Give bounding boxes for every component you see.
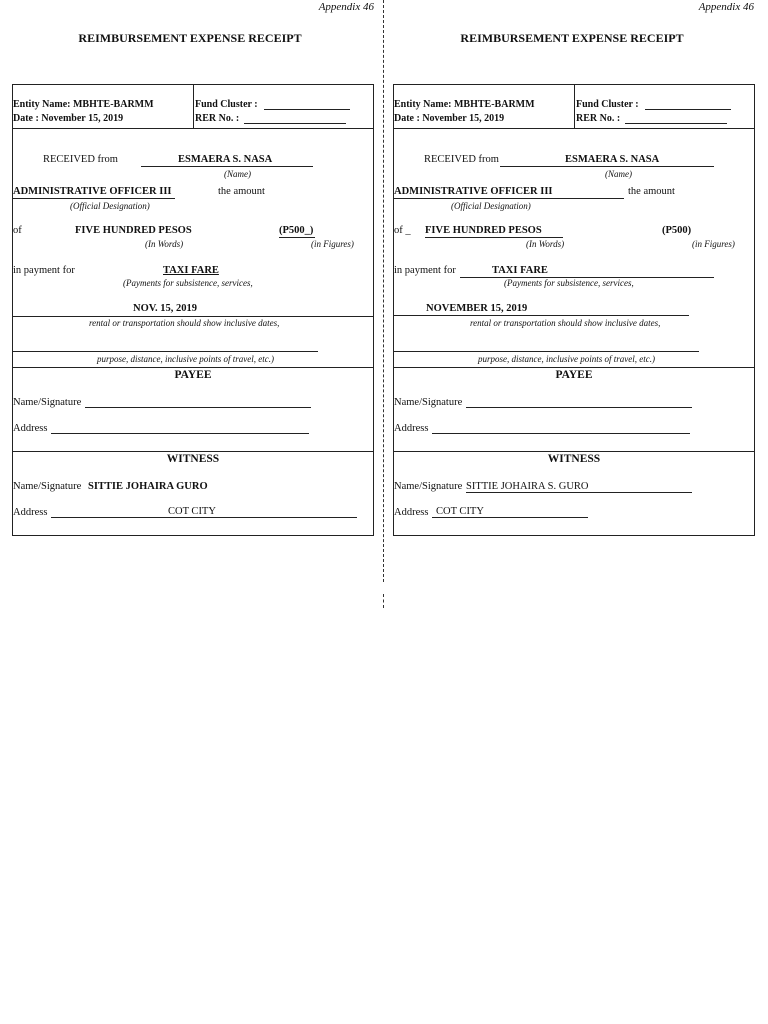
- the-amount-label: the amount: [628, 186, 675, 197]
- payee-section-title: PAYEE: [555, 369, 593, 381]
- in-payment-for-label: in payment for: [13, 265, 75, 276]
- rer-no-label: RER No. :: [195, 113, 240, 124]
- rer-no-label: RER No. :: [576, 113, 621, 124]
- amount-in-figures: (P500_): [279, 225, 314, 236]
- purpose-caption: purpose, distance, inclusive points of travel, etc.): [97, 354, 274, 364]
- header-row: [394, 85, 754, 129]
- witness-address-label: Address: [394, 507, 429, 518]
- appendix-label: Appendix 46: [318, 1, 374, 13]
- payee-signature-field[interactable]: [466, 407, 692, 408]
- designation-line: [394, 198, 624, 199]
- in-words-caption: (In Words): [145, 239, 184, 249]
- receipt-form: [393, 84, 755, 536]
- witness-section-title: WITNESS: [547, 453, 601, 465]
- appendix-label: Appendix 46: [698, 1, 754, 13]
- payee-name-line: [141, 166, 313, 167]
- cut-line-tail: [383, 594, 384, 608]
- fund-cluster-label: Fund Cluster :: [576, 99, 639, 110]
- name-caption: (Name): [224, 169, 251, 179]
- fund-cluster-field[interactable]: [264, 109, 350, 110]
- date-field: Date : November 15, 2019: [13, 113, 124, 124]
- receipt-copy-right: [380, 0, 760, 560]
- receipt-form: [12, 84, 374, 536]
- in-payment-for-label: in payment for: [394, 265, 456, 276]
- payee-signature-label: Name/Signature: [394, 397, 463, 408]
- designation: ADMINISTRATIVE OFFICER III: [13, 186, 172, 197]
- payee-address-field[interactable]: [432, 433, 690, 434]
- receipt-title: REIMBURSEMENT EXPENSE RECEIPT: [460, 31, 684, 45]
- name-caption: (Name): [605, 169, 632, 179]
- designation-caption: (Official Designation): [70, 201, 150, 211]
- witness-address: COT CITY: [436, 506, 484, 517]
- witness-name: SITTIE JOHAIRA S. GURO: [466, 481, 589, 492]
- payments-caption: (Payments for subsistence, services,: [123, 278, 253, 288]
- entity-name: Entity Name: MBHTE-BARMM: [13, 99, 154, 110]
- designation: ADMINISTRATIVE OFFICER III: [394, 186, 553, 197]
- rer-no-field[interactable]: [244, 123, 346, 124]
- of-label: of: [13, 225, 22, 236]
- payee-signature-label: Name/Signature: [13, 397, 82, 408]
- rental-caption: rental or transportation should show inclusive dates,: [470, 318, 661, 328]
- received-from-label: RECEIVED from: [43, 154, 118, 165]
- purpose-value: TAXI FARE: [492, 265, 548, 276]
- rental-caption: rental or transportation should show inclusive dates,: [89, 318, 280, 328]
- payments-caption: (Payments for subsistence, services,: [504, 278, 634, 288]
- payee-address-label: Address: [394, 423, 429, 434]
- designation-caption: (Official Designation): [451, 201, 531, 211]
- payee-address-field[interactable]: [51, 433, 309, 434]
- witness-section-title: WITNESS: [166, 453, 220, 465]
- details-line[interactable]: [13, 351, 318, 352]
- received-from-label: RECEIVED from: [424, 154, 499, 165]
- in-figures-caption: (in Figures): [692, 239, 735, 249]
- in-figures-caption: (in Figures): [311, 239, 354, 249]
- witness-signature-label: Name/Signature: [13, 481, 82, 492]
- fund-cluster-label: Fund Cluster :: [195, 99, 258, 110]
- purpose-value: TAXI FARE: [163, 265, 219, 276]
- details-line[interactable]: [394, 351, 699, 352]
- in-words-caption: (In Words): [526, 239, 565, 249]
- witness-address-field[interactable]: [51, 517, 357, 518]
- date-field: Date : November 15, 2019: [394, 113, 505, 124]
- receipt-copy-left: [0, 0, 380, 560]
- payee-name-line: [500, 166, 714, 167]
- payee-name: ESMAERA S. NASA: [565, 154, 660, 165]
- receipt-title: REIMBURSEMENT EXPENSE RECEIPT: [78, 31, 302, 45]
- amount-in-words: FIVE HUNDRED PESOS: [425, 225, 542, 236]
- payee-section-title: PAYEE: [174, 369, 212, 381]
- rer-no-field[interactable]: [625, 123, 727, 124]
- payee-name: ESMAERA S. NASA: [178, 154, 273, 165]
- purpose-caption: purpose, distance, inclusive points of travel, etc.): [478, 354, 655, 364]
- designation-line: [13, 198, 175, 199]
- witness-signature-label: Name/Signature: [394, 481, 463, 492]
- payee-signature-field[interactable]: [85, 407, 311, 408]
- the-amount-label: the amount: [218, 186, 265, 197]
- fund-cluster-field[interactable]: [645, 109, 731, 110]
- travel-date: NOV. 15, 2019: [133, 303, 197, 314]
- witness-signature-field[interactable]: [466, 492, 692, 493]
- header-row: [13, 85, 373, 129]
- witness-address: COT CITY: [168, 506, 216, 517]
- witness-address-label: Address: [13, 507, 48, 518]
- amount-in-words: FIVE HUNDRED PESOS: [75, 225, 192, 236]
- witness-name: SITTIE JOHAIRA GURO: [88, 481, 208, 492]
- travel-date: NOVEMBER 15, 2019: [426, 303, 528, 314]
- entity-name: Entity Name: MBHTE-BARMM: [394, 99, 535, 110]
- amount-in-figures: (P500): [662, 225, 692, 236]
- of-label: of _: [394, 225, 411, 236]
- witness-address-field[interactable]: [432, 517, 588, 518]
- payee-address-label: Address: [13, 423, 48, 434]
